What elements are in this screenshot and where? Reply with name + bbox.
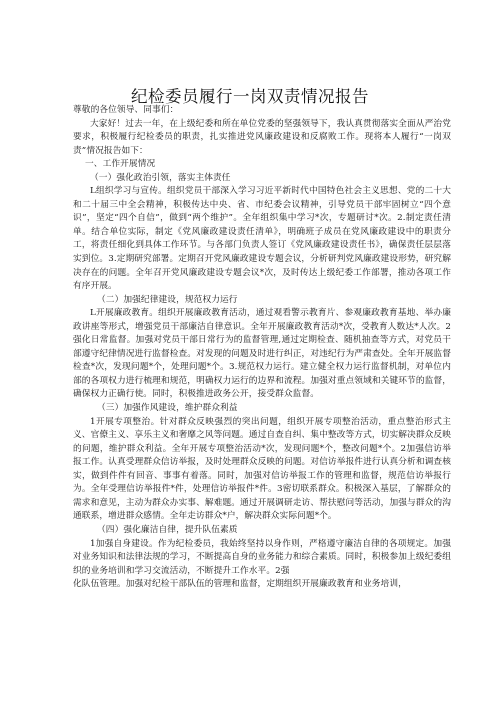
paragraph: 化队伍管理。加强对纪检干部队伍的管理和监督，定期组织开展廉政教育和业务培训， — [73, 579, 407, 590]
paragraph: （二）加强纪律建设，规范权力运行 — [97, 294, 238, 305]
paragraph: 一、工作开展情况 — [85, 159, 156, 170]
document-title: 纪检委员履行一岗双责情况报告 — [131, 87, 369, 106]
paragraph: 1加强自身建设。作为纪检委员，我始终坚持以身作则，严格遵守廉洁自律的各项规定。加强对业务知识和法律法规的学习，不断提高自身的业务能力和综合素质。同时，积极参加上级纪委组织的业务培训和学习交流活动，不断提升工作水平。2强 — [73, 538, 451, 576]
paragraph: （一）强化政治引领，落实主体责任 — [90, 172, 231, 183]
paragraph: 1开展专项整治。针对群众反映强烈的突出问题，组织开展专项整治活动，重点整治形式主义、官僚主义、享乐主义和奢靡之风等问题。通过自查自纠、集中整改等方式，切实解决群众反映的问题，维护群众利益。全年开展专项整治活动*次，发现问题*个，整改问题*个。2加强信访举报工作。认真受理群众信访举报，及时处理群众反映的问题。对信访举报件进行认真分析和调查核实，做到件件有回音、事事有着落。同时，加强对信访举报工作的管理和监督，规范信访举报行为。全年受理信访举报件*件，处理信访举报件*件。3密切联系群众。积极深入基层，了解群众的需求和意见，主动为群众办实事、解难题。通过开展调研走访、帮扶慰问等活动，加强与群众的沟通联系，增进群众感情。全年走访群众*户，解决群众实际问题*个。 — [73, 416, 451, 522]
paragraph: 大家好！过去一年，在上级纪委和所在单位党委的坚强领导下，我认真贯彻落实全面从严治党要求，积极履行纪检委员的职责，扎实推进党风廉政建设和反腐败工作。现将本人履行“一岗双责”情况报告如下： — [73, 118, 451, 156]
paragraph: （四）强化廉洁自律，提升队伍素质 — [97, 524, 238, 535]
paragraph: L组织学习与宣传。组织党员干部深入学习习近平新时代中国特色社会主义思想、党的二十大和二十届三中全会精神，积极传达中央、省、市纪委会议精神，引导党员干部牢固树立“四个意识”，坚定“四个自信”，做到“两个维护”。全年组织集中学习*次，专题研讨*次。2.制定责任清单。结合单位实际，制定《党风廉政建设责任清单》，明确班子成员在党风廉政建设中的职责分工，将责任细化到具体工作环节。与各部门负责人签订《党风廉政建设责任书》，确保责任层层落实到位。3.定期研究部署。定期召开党风廉政建设专题会议，分析研判党风廉政建设形势，研究解决存在的问题。全年召开党风廉政建设专题会议*次，及时传达上级纪委工作部署，推动各项工作有序开展。 — [73, 186, 451, 292]
document-body — [73, 104, 451, 592]
paragraph: （三）加强作风建设，维护群众利益 — [97, 403, 238, 414]
paragraph: 尊敬的各位领导、同事们： — [73, 105, 179, 115]
paragraph: L开展廉政教育。组织开展廉政教育活动，通过观看警示教育片、参观廉政教育基地、举办廉政讲座等形式，增强党员干部廉洁自律意识。全年开展廉政教育活动*次，受教育人数达*人次。2强化日常监督。加强对党员干部日常行为的监督管理,通过定期检查、随机抽查等方式，对党员干部遵守纪律情况进行监督检查。对发现的问题及时进行纠正，对违纪行为严肃查处。全年开展监督检查*次，发现问题*个，处理问题*个。3.规范权力运行。建立健全权力运行监督机制，对单位内部的各项权力进行梳理和规范，明确权力运行的边界和流程。加强对重点领域和关键环节的监督，确保权力正确行使。同时，积极推进政务公开，接受群众监督。 — [73, 308, 451, 400]
